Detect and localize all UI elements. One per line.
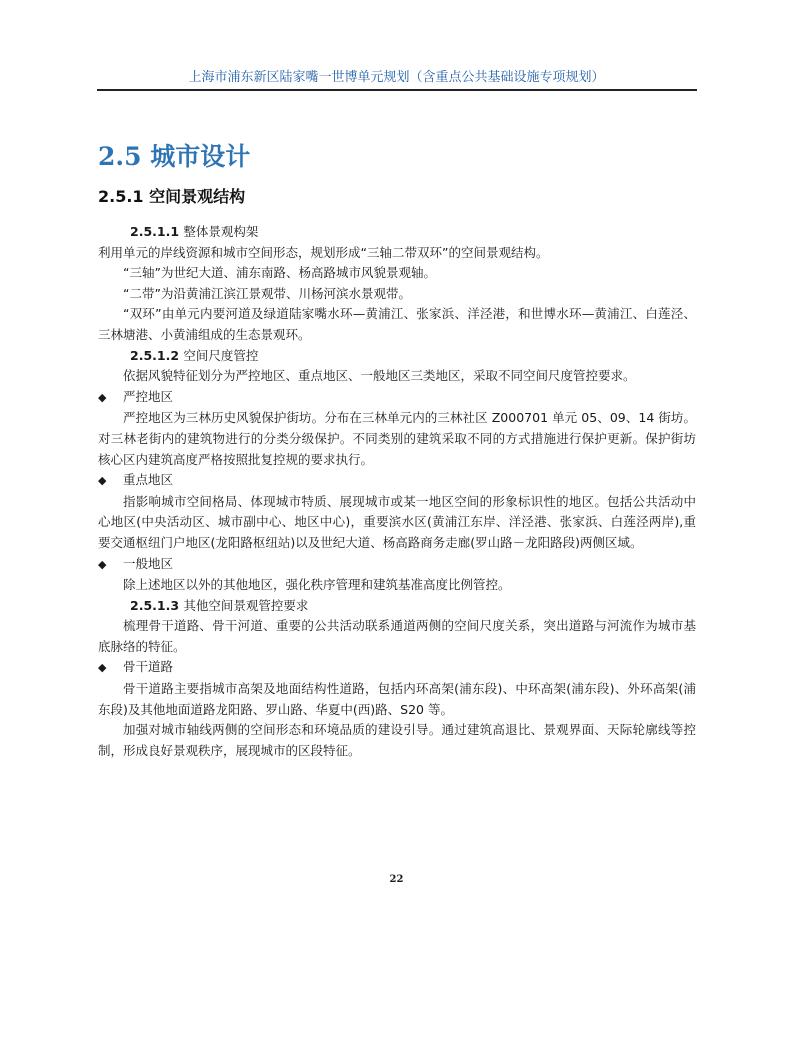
- diamond-bullet-icon: ◆: [98, 474, 107, 488]
- page-number: 22: [389, 874, 404, 885]
- heading-2-5-1-1: 2.5.1.1 整体景观构架: [130, 224, 259, 239]
- running-header: 上海市浦东新区陆家嘴一世博单元规划（含重点公共基础设施专项规划）: [188, 70, 605, 85]
- paragraph: 除上述地区以外的其他地区，强化秩序管理和建筑基准高度比例管控。: [123, 577, 511, 593]
- document-body: [98, 222, 696, 761]
- heading-2-5-1-2: 2.5.1.2 空间尺度管控: [130, 347, 259, 363]
- bullet-item: [98, 387, 696, 409]
- bullet-item: [98, 554, 696, 576]
- paragraph: 骨干道路主要指城市高架及地面结构性道路，包括内环高架(浦东段)、中环高架(浦东段)、外环高架(浦东段)及其他地面道路龙阳路、罗山路、华夏中(西)路、S20 等。: [98, 681, 696, 717]
- diamond-bullet-icon: ◆: [98, 557, 107, 571]
- section-heading: 2.5 城市设计: [98, 142, 251, 171]
- paragraph: 利用单元的岸线资源和城市空间形态，规划形成“三轴二带双环”的空间景观结构。: [98, 244, 549, 260]
- header-divider: [97, 89, 697, 91]
- bullet-item: [98, 470, 696, 492]
- bullet-title: 重点地区: [123, 472, 174, 488]
- paragraph: 梳理骨干道路、骨干河道、重要的公共活动联系通道两侧的空间尺度关系，突出道路与河流作为城市基底脉络的特征。: [98, 618, 696, 654]
- paragraph: 依据风貌特征划分为严控地区、重点地区、一般地区三类地区，采取不同空间尺度管控要求。: [123, 368, 636, 384]
- paragraph: 指影响城市空间格局、体现城市特质、展现城市或某一地区空间的形象标识性的地区。包括公共活动中心地区(中央活动区、城市副中心、地区中心)，重要滨水区(黄浦江东岸、洋泾港、张家浜、白莲泾两岸),重要交通枢纽门户地区(龙阳路枢纽站)以及世纪大道、杨高路商务走廊(罗山路－龙阳路段)两侧区域。: [98, 493, 696, 550]
- heading-2-5-1-3: 2.5.1.3 其他空间景观管控要求: [130, 597, 309, 613]
- diamond-bullet-icon: ◆: [98, 390, 107, 404]
- bullet-title: 一般地区: [123, 555, 174, 571]
- paragraph: “二带”为沿黄浦江滨江景观带、川杨河滨水景观带。: [123, 285, 411, 301]
- diamond-bullet-icon: ◆: [98, 661, 107, 675]
- paragraph: 加强对城市轴线两侧的空间形态和环境品质的建设引导。通过建筑高退比、景观界面、天际轮廓线等控制，形成良好景观秩序，展现城市的区段特征。: [98, 722, 696, 758]
- paragraph: “双环”由单元内要河道及绿道陆家嘴水环—黄浦江、张家浜、洋泾港，和世博水环—黄浦江、白莲泾、三林塘港、小黄浦组成的生态景观环。: [98, 306, 696, 342]
- bullet-title: 严控地区: [123, 388, 174, 404]
- paragraph: 严控地区为三林历史风貌保护街坊。分布在三林单元内的三林社区 Z000701 单元 05、09、14 街坊。对三林老街内的建筑物进行的分类分级保护。不同类别的建筑采取不同的方式措施进行保护更新。保护街坊核心区内建筑高度严格按照批复控规的要求执行。: [98, 410, 696, 467]
- paragraph: “三轴”为世纪大道、浦东南路、杨高路城市风貌景观轴。: [123, 265, 436, 281]
- subsection-heading: 2.5.1 空间景观结构: [98, 187, 246, 206]
- bullet-title: 骨干道路: [123, 659, 174, 675]
- bullet-item: [98, 657, 696, 679]
